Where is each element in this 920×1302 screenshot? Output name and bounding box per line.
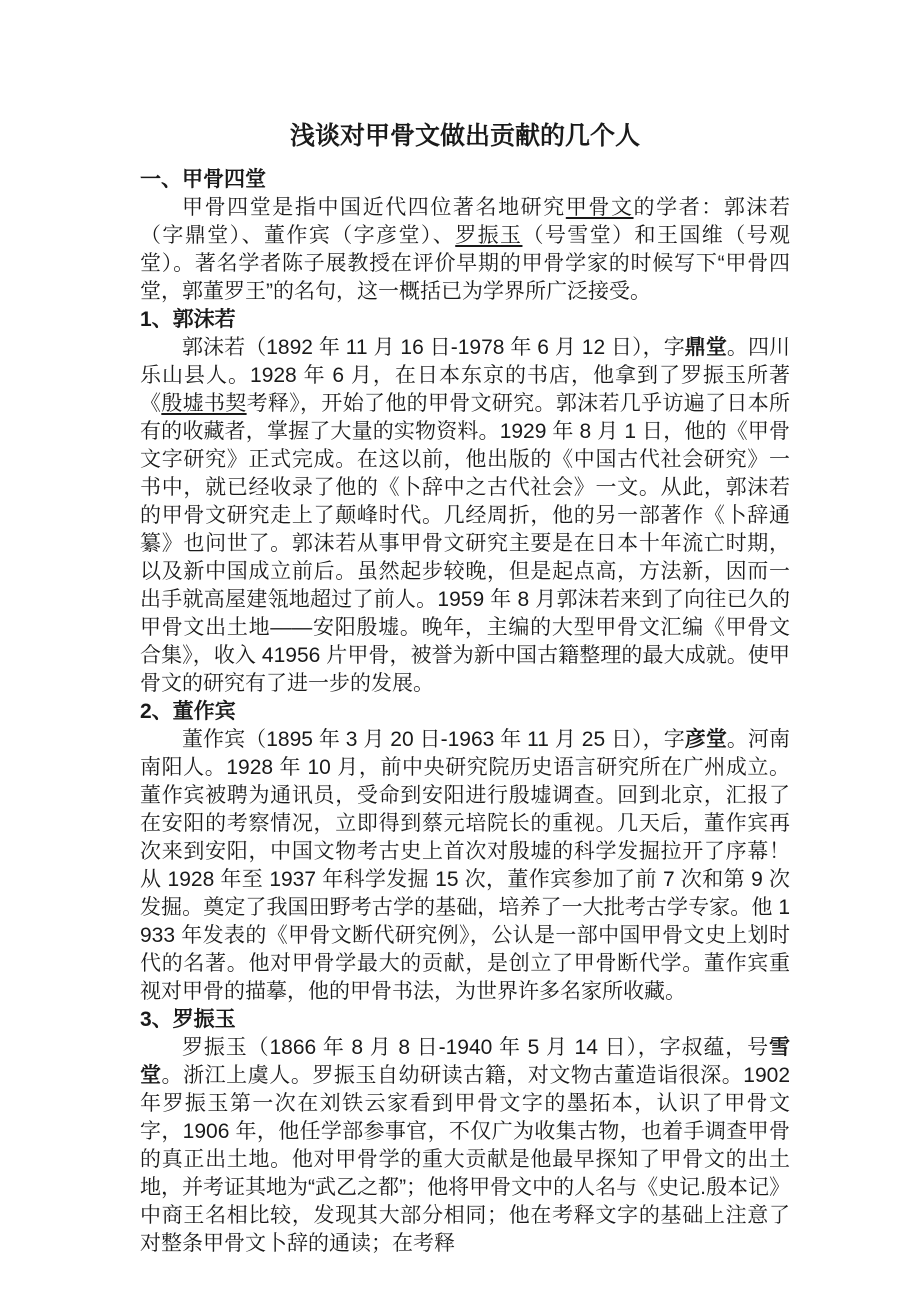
section-dong-zuobin xyxy=(140,698,790,1006)
section-heading-jiagu-sitang: 一、甲骨四堂 xyxy=(140,168,266,191)
section-luo-zhenyu xyxy=(140,1006,790,1258)
section-paragraph-dong-zuobin: 董作宾（1895 年 3 月 20 日-1963 年 11 月 25 日），字彦堂。河南南阳人。1928 年 10 月，前中央研究院历史语言研究所在广州成立。董作宾被聘为通讯员，受命到安阳进行殷墟调查。回到北京，汇报了在安阳的考察情况，立即得到蔡元培院长的重视。几天后，董作宾再次来到安阳，中国文物考古史上首次对殷墟的科学发掘拉开了序幕！从 1928 年至 1937 年科学发掘 15 次，董作宾参加了前 7 次和第 9 次发掘。奠定了我国田野考古学的基础，培养了一大批考古学专家。他 1933 年发表的《甲骨文断代研究例》，公认是一部中国甲骨文史上划时代的名著。他对甲骨学最大的贡献，是创立了甲骨断代学。董作宾重视对甲骨的描摹，他的甲骨书法，为世界许多名家所收藏。 xyxy=(140,728,791,1003)
document-content xyxy=(140,116,790,1258)
section-jiagu-sitang xyxy=(140,166,790,306)
document-title: 浅谈对甲骨文做出贡献的几个人 xyxy=(289,122,640,150)
section-paragraph-luo-zhenyu: 罗振玉（1866 年 8 月 8 日-1940 年 5 月 14 日），字叔蕴，号雪堂。浙江上虞人。罗振玉自幼研读古籍，对文物古董造诣很深。1902 年罗振玉第一次在刘铁云家看到甲骨文字的墨拓本，认识了甲骨文字，1906 年，他任学部参事官，不仅广为收集古物，也着手调查甲骨的真正出土地。他对甲骨学的重大贡献是他最早探知了甲骨文的出土地，并考证其地为“武乙之都”；他将甲骨文中的人名与《史记.殷本记》中商王名相比较，发现其大部分相同；他在考释文字的基础上注意了对整条甲骨文卜辞的通读；在考释 xyxy=(140,1036,790,1255)
section-paragraph-guo-moruo: 郭沫若（1892 年 11 月 16 日-1978 年 6 月 12 日），字鼎堂。四川乐山县人。1928 年 6 月，在日本东京的书店，他拿到了罗振玉所著《殷墟书契考释》，开始了他的甲骨文研究。郭沫若几乎访遍了日本所有的收藏者，掌握了大量的实物资料。1929 年 8 月 1 日，他的《甲骨文字研究》正式完成。在这以前，他出版的《中国古代社会研究》一书中，就已经收录了他的《卜辞中之古代社会》一文。从此，郭沫若的甲骨文研究走上了颠峰时代。几经周折，他的另一部著作《卜辞通纂》也问世了。郭沫若从事甲骨文研究主要是在日本十年流亡时期，以及新中国成立前后。虽然起步较晚，但是起点高，方法新，因而一出手就高屋建瓴地超过了前人。1959 年 8 月郭沫若来到了向往已久的甲骨文出土地——安阳殷墟。晚年，主编的大型甲骨文汇编《甲骨文合集》，收入 41956 片甲骨，被誉为新中国古籍整理的最大成就。使甲骨文的研究有了进一步的发展。 xyxy=(140,336,791,695)
section-heading-dong-zuobin: 2、董作宾 xyxy=(140,700,236,723)
section-heading-guo-moruo: 1、郭沫若 xyxy=(140,308,236,331)
section-heading-luo-zhenyu: 3、罗振玉 xyxy=(140,1008,236,1031)
section-guo-moruo xyxy=(140,306,790,698)
section-paragraph-jiagu-sitang: 甲骨四堂是指中国近代四位著名地研究甲骨文的学者：郭沫若（字鼎堂）、董作宾（字彦堂）、罗振玉（号雪堂）和王国维（号观堂）。著名学者陈子展教授在评价早期的甲骨学家的时候写下“甲骨四堂，郭董罗王”的名句，这一概括已为学界所广泛接受。 xyxy=(140,196,791,303)
